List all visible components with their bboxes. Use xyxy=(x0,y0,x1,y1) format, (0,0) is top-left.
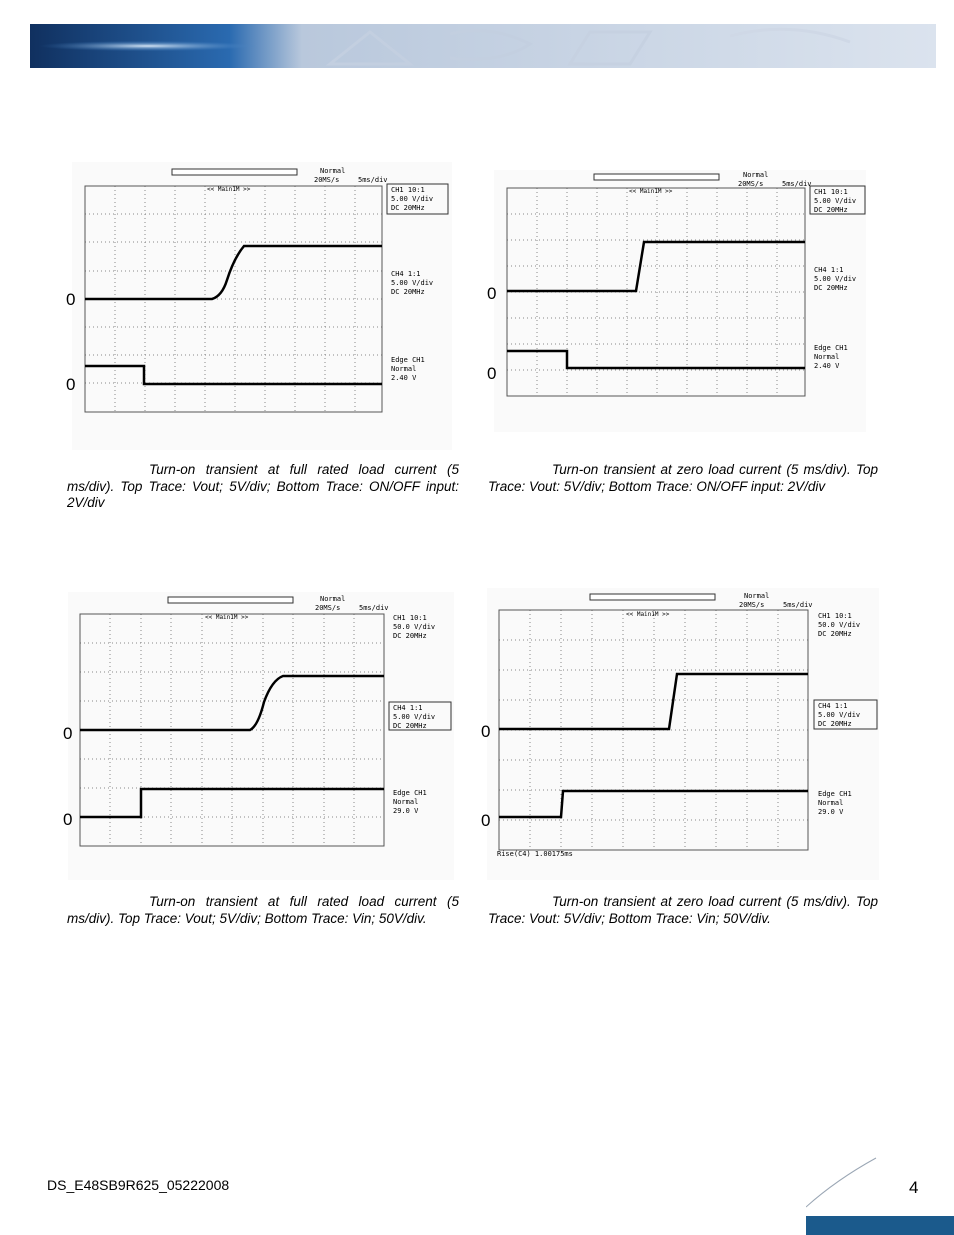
figure-2-caption-text: Turn-on transient at zero load current (5 ms/div). Top Trace: Vout: 5V/div; Bottom Trace: ON/OFF input: 2V/div xyxy=(488,462,878,494)
figure-4-ch-a-scale: 50.0 V/div xyxy=(818,621,861,629)
figure-2-screen xyxy=(494,170,866,432)
figure-3-screen xyxy=(68,592,454,880)
figure-3-caption-text: Turn-on transient at full rated load current (5 ms/div). Top Trace: Vout; 5V/div; Bottom Trace: Vin; 50V/div. xyxy=(67,894,459,926)
figure-2-status-mode: Normal xyxy=(743,171,769,179)
figure-2-ch-b-scale: 5.00 V/div xyxy=(814,275,857,283)
figure-3-ch-a-coupling: DC 20MHz xyxy=(393,632,427,640)
figure-1-trace-top xyxy=(85,246,382,299)
figure-1-ch-a-name: CH1 10:1 xyxy=(391,186,425,194)
figure-2-status-scale: 5ms/div xyxy=(782,180,812,188)
figure-3-trigger-level: 29.0 V xyxy=(393,807,419,815)
figure-2-caption xyxy=(488,462,878,495)
figure-1-screen xyxy=(72,162,452,450)
figure-2-ch-a-scale: 5.00 V/div xyxy=(814,197,857,205)
figure-2-ch-b-coupling: DC 20MHz xyxy=(814,284,848,292)
figure-3-status-mode: Normal xyxy=(320,595,346,603)
figure-1-timebar xyxy=(172,169,297,175)
figure-2-ch-a-coupling: DC 20MHz xyxy=(814,206,848,214)
figure-3-zero-top: 0 xyxy=(63,724,73,743)
figure-2-timebar xyxy=(594,174,719,180)
figure-3-scope xyxy=(68,592,454,880)
header-banner-graphic xyxy=(30,24,936,68)
footer-corner-graphic xyxy=(806,1150,954,1235)
figure-1-scope xyxy=(72,162,452,450)
header-banner xyxy=(30,24,936,68)
figure-4-caption xyxy=(488,894,878,927)
figure-4-zero-top: 0 xyxy=(481,722,491,741)
figure-3-ch-a-scale: 50.0 V/div xyxy=(393,623,436,631)
figure-2-menu: << Main1M >> xyxy=(629,188,673,195)
figure-3-caption xyxy=(67,894,459,927)
figure-4-scope xyxy=(487,588,879,880)
figure-1-trigger-mode: Normal xyxy=(391,365,417,373)
figure-2-ch-a-name: CH1 10:1 xyxy=(814,188,848,196)
page-number: 4 xyxy=(909,1178,919,1197)
figure-3-ch-a-name: CH1 10:1 xyxy=(393,614,427,622)
figure-1-trigger-level: 2.40 V xyxy=(391,374,417,382)
figure-1-trace-bottom xyxy=(85,366,382,384)
figure-3-status-rate: 20MS/s xyxy=(315,604,341,612)
figure-1-zero-bottom: 0 xyxy=(66,375,76,394)
figure-4-trigger-level: 29.0 V xyxy=(818,808,844,816)
figure-4-zero-bottom: 0 xyxy=(481,811,491,830)
figure-3-timebar xyxy=(168,597,293,603)
figure-1-menu: << Main1M >> xyxy=(207,186,251,193)
figure-4-ch-b-name: CH4 1:1 xyxy=(818,702,848,710)
figure-1-ch-a-scale: 5.00 V/div xyxy=(391,195,434,203)
figure-2-zero-bottom: 0 xyxy=(487,364,497,383)
figure-4-timebar xyxy=(590,594,715,600)
figure-1-caption xyxy=(67,462,459,512)
figure-3-ch-b-scale: 5.00 V/div xyxy=(393,713,436,721)
figure-4-ch-b-scale: 5.00 V/div xyxy=(818,711,861,719)
figure-4-status-rate: 20MS/s xyxy=(739,601,765,609)
figure-3-menu: << Main1M >> xyxy=(205,614,249,621)
figure-2-zero-top: 0 xyxy=(487,284,497,303)
figure-4-ch-a-coupling: DC 20MHz xyxy=(818,630,852,638)
figure-4-ch-b-coupling: DC 20MHz xyxy=(818,720,852,728)
figure-4-caption-text: Turn-on transient at zero load current (5 ms/div). Top Trace: Vout: 5V/div; Bottom Trace: Vin; 50V/div. xyxy=(488,894,878,926)
figure-4-trigger-name: Edge CH1 xyxy=(818,790,852,798)
figure-1-trigger-name: Edge CH1 xyxy=(391,356,425,364)
figure-4-trigger-mode: Normal xyxy=(818,799,844,807)
figure-4-ch-a-name: CH1 10:1 xyxy=(818,612,852,620)
figure-2-trigger-name: Edge CH1 xyxy=(814,344,848,352)
figure-4-status-scale: 5ms/div xyxy=(783,601,813,609)
figure-3-trigger-mode: Normal xyxy=(393,798,419,806)
figure-1-ch-b-name: CH4 1:1 xyxy=(391,270,421,278)
figure-1-status-mode: Normal xyxy=(320,167,346,175)
figure-1-ch-a-coupling: DC 20MHz xyxy=(391,204,425,212)
figure-1-caption-text: Turn-on transient at full rated load current (5 ms/div). Top Trace: Vout; 5V/div; Bottom Trace: ON/OFF input: 2V/div xyxy=(67,462,459,510)
figure-1-ch-b-scale: 5.00 V/div xyxy=(391,279,434,287)
figure-1-status-scale: 5ms/div xyxy=(358,176,388,184)
figure-2-scope xyxy=(494,170,866,432)
figure-2-trigger-mode: Normal xyxy=(814,353,840,361)
figure-2-ch-b-name: CH4 1:1 xyxy=(814,266,844,274)
figure-4-menu: << Main1M >> xyxy=(626,611,670,618)
figure-2-status-rate: 20MS/s xyxy=(738,180,764,188)
figure-3-status-scale: 5ms/div xyxy=(359,604,389,612)
figure-1-ch-b-coupling: DC 20MHz xyxy=(391,288,425,296)
figure-3-zero-bottom: 0 xyxy=(63,810,73,829)
figure-3-trigger-name: Edge CH1 xyxy=(393,789,427,797)
figure-4-measurement: Rise(C4) 1.00175ms xyxy=(497,850,573,858)
figure-3-ch-b-name: CH4 1:1 xyxy=(393,704,423,712)
figure-3-ch-b-coupling: DC 20MHz xyxy=(393,722,427,730)
document-code: DS_E48SB9R625_05222008 xyxy=(47,1177,230,1193)
figure-2-trace-bottom xyxy=(507,351,805,368)
figure-1-zero-top: 0 xyxy=(66,290,76,309)
figure-4-screen xyxy=(487,588,879,880)
figure-4-status-mode: Normal xyxy=(744,592,770,600)
figure-1-status-rate: 20MS/s xyxy=(314,176,340,184)
figure-2-trigger-level: 2.40 V xyxy=(814,362,840,370)
